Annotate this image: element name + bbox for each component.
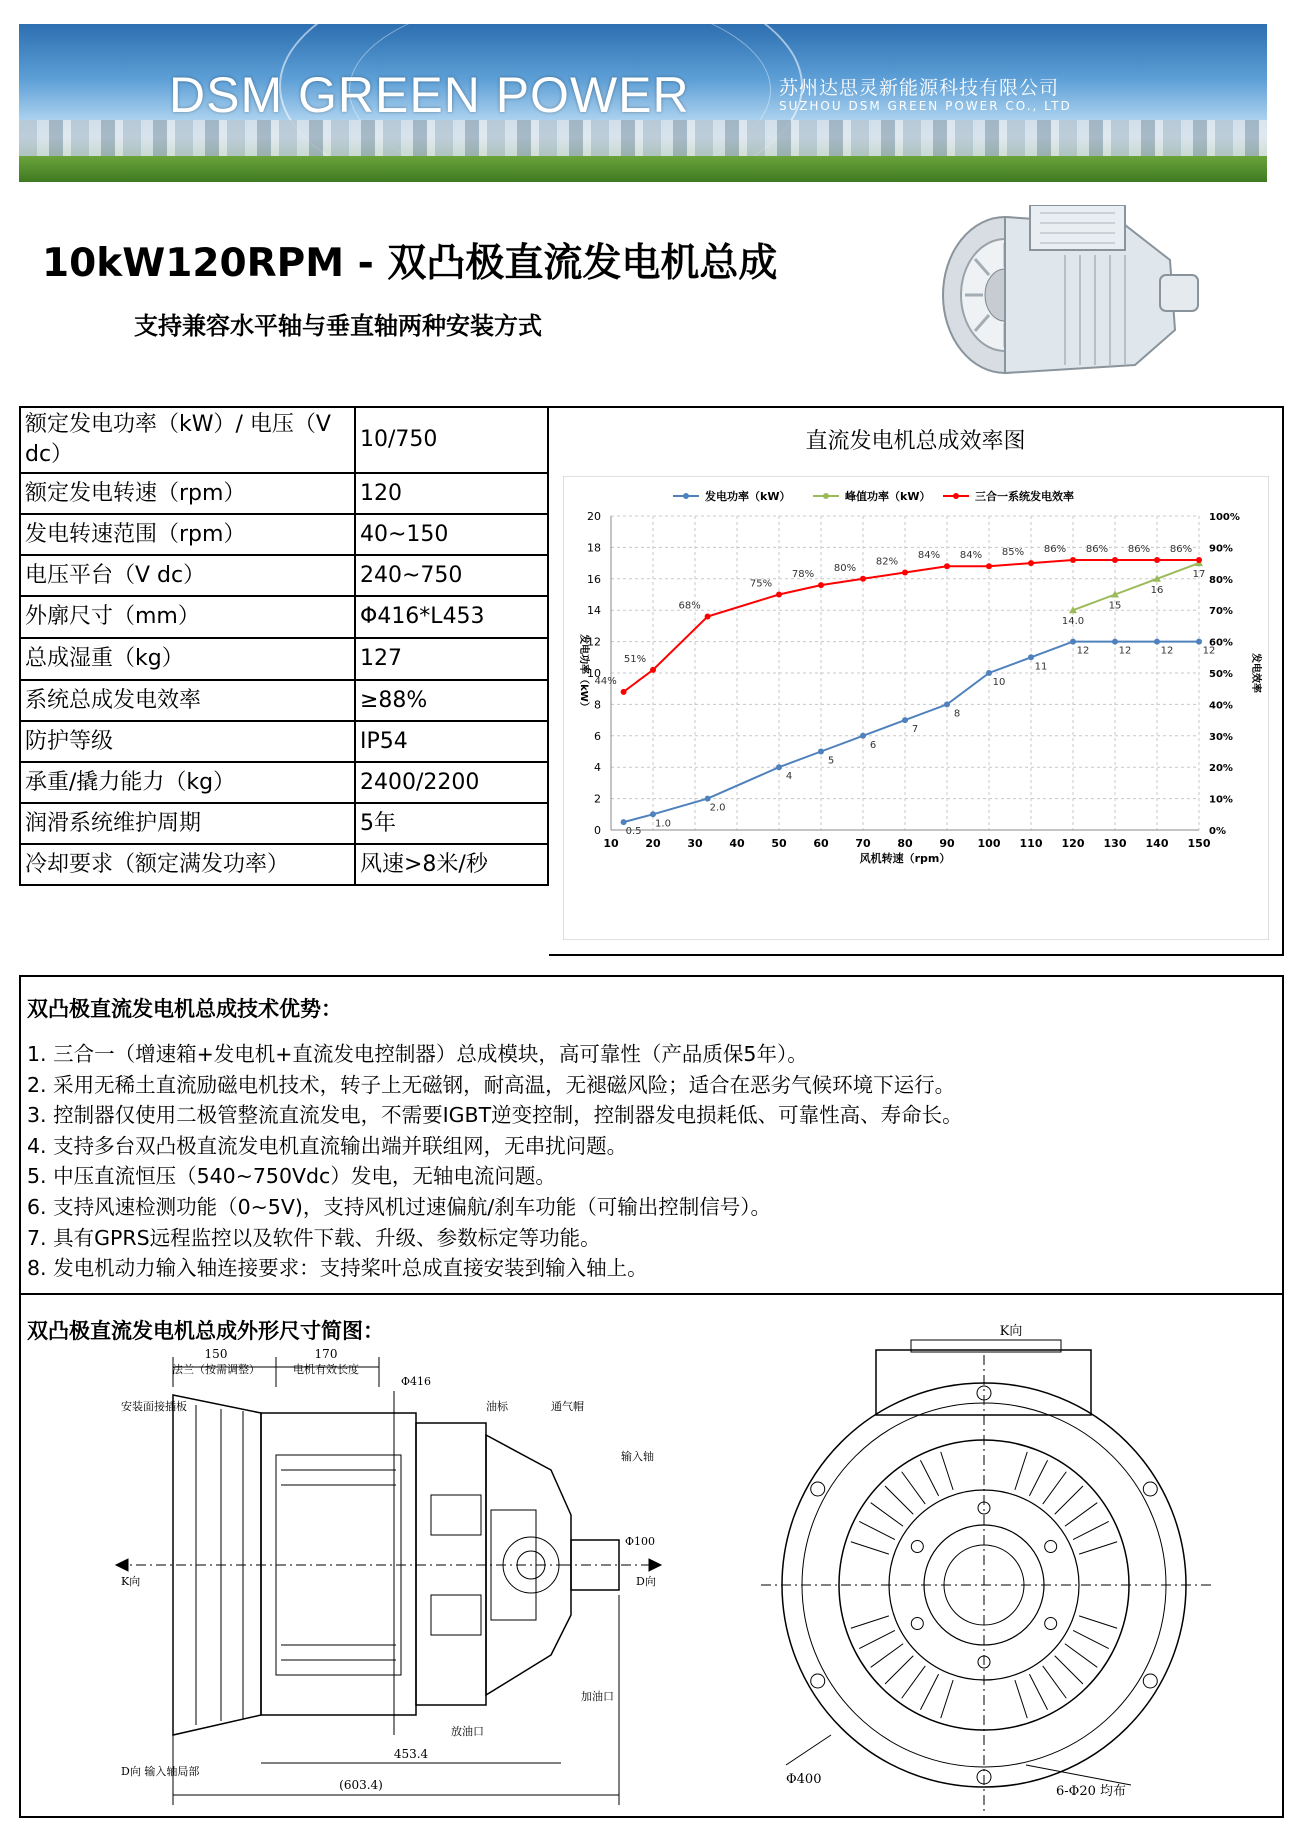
data-label: 7: [911, 724, 919, 736]
dim-453-4: 453.4: [393, 1747, 429, 1761]
oil-filler-label: 加油口: [581, 1690, 614, 1703]
spec-label: 冷却要求（额定满发功率）: [20, 844, 355, 885]
hub-bolt: [1045, 1618, 1057, 1630]
y2-tick-label: 10%: [1209, 794, 1233, 806]
data-point: [902, 570, 908, 576]
y-tick-label: 14: [587, 604, 601, 618]
cooling-fin: [1079, 1542, 1117, 1554]
x-tick-label: 110: [1019, 837, 1043, 850]
spec-value: Φ416*L453: [355, 596, 548, 638]
hub-bolt: [911, 1541, 923, 1553]
data-point: [1112, 639, 1118, 645]
advantages-list: [27, 1039, 963, 1284]
x-tick-label: 10: [603, 837, 619, 850]
y-tick-label: 10: [587, 667, 601, 680]
data-point: [621, 689, 627, 695]
dim-603-4: (603.4): [339, 1778, 383, 1792]
data-point: [818, 582, 824, 588]
cooling-fin: [871, 1644, 903, 1668]
data-label: 82%: [875, 556, 899, 568]
dim-phi100: Φ100: [625, 1535, 656, 1548]
data-point: [1196, 557, 1202, 563]
x-tick-label: 90: [939, 837, 955, 850]
hub-bolt: [911, 1618, 923, 1630]
data-label: 86%: [1127, 543, 1151, 555]
advantage-item: 4. 支持多台双凸极直流发电机直流输出端并联组网，无串扰问题。: [27, 1133, 628, 1158]
x-tick-label: 100: [977, 837, 1001, 850]
data-point: [860, 576, 866, 582]
efficiency-chart-panel: [549, 406, 1284, 956]
data-point: [944, 563, 950, 569]
data-point: [1070, 557, 1076, 563]
data-label: 8: [953, 708, 961, 720]
x-tick-label: 120: [1061, 837, 1085, 850]
dimension-drawing-section: [19, 1295, 1284, 1818]
cooling-fin: [1043, 1472, 1067, 1504]
cooling-fin: [851, 1542, 889, 1554]
cooling-fin: [920, 1674, 938, 1710]
advantages-title: 双凸极直流发电机总成技术优势：: [27, 997, 342, 1021]
dim-phi400: Φ400: [786, 1772, 822, 1787]
x-tick-label: 30: [687, 837, 703, 850]
data-label: 86%: [1085, 543, 1109, 555]
x-tick-label: 50: [771, 837, 787, 850]
data-point: [1154, 557, 1160, 563]
y-axis-label: 发电功率（kW）: [578, 634, 589, 712]
spec-row: [20, 680, 548, 721]
cooling-fin: [1055, 1486, 1083, 1514]
data-label: 10: [992, 677, 1006, 688]
data-label: 78%: [791, 569, 815, 581]
dimensions-title: 双凸极直流发电机总成外形尺寸简图：: [27, 1319, 384, 1343]
x-tick-label: 40: [729, 837, 745, 850]
spec-label: 总成湿重（kg）: [20, 638, 355, 680]
spec-label: 承重/撬力能力（kg）: [20, 762, 355, 803]
chart-title: 直流发电机总成效率图: [805, 429, 1026, 454]
cooling-fin: [859, 1630, 895, 1648]
company-name-cn: 苏州达思灵新能源科技有限公司: [779, 77, 1060, 99]
spec-value: 240~750: [355, 555, 548, 596]
vent-cap-label: 通气帽: [551, 1400, 584, 1413]
chart-frame: [563, 476, 1269, 940]
data-label: 14.0: [1061, 616, 1085, 628]
spec-label: 发电转速范围（rpm）: [20, 514, 355, 555]
data-label: 51%: [623, 653, 647, 665]
cooling-fin: [1073, 1630, 1109, 1648]
data-label: 4: [785, 771, 793, 783]
advantages-section: [19, 975, 1284, 1295]
spec-label: 额定发电功率（kW）/ 电压（V dc）: [20, 407, 355, 473]
y2-tick-label: 0%: [1209, 826, 1226, 837]
legend-label: 峰值功率（kW）: [845, 490, 931, 503]
advantage-item: 5. 中压直流恒压（540~750Vdc）发电，无轴电流问题。: [27, 1164, 556, 1189]
spec-row: [20, 555, 548, 596]
motor-length-label: 电机有效长度: [293, 1363, 359, 1376]
cooling-fin: [1065, 1644, 1097, 1668]
y2-tick-label: 100%: [1209, 512, 1240, 523]
front-view-drawing: [761, 1340, 1211, 1815]
data-point: [1112, 557, 1118, 563]
spec-value: 2400/2200: [355, 762, 548, 803]
dim-phi416: Φ416: [401, 1375, 432, 1388]
spec-row: [20, 407, 548, 473]
spec-row: [20, 721, 548, 762]
cooling-fin: [1055, 1656, 1083, 1684]
data-label: 16: [1150, 584, 1164, 596]
cooling-fin: [1065, 1503, 1097, 1527]
spec-label: 外廓尺寸（mm）: [20, 596, 355, 638]
y2-tick-label: 70%: [1209, 606, 1233, 618]
header-banner: [19, 24, 1267, 182]
y2-tick-label: 30%: [1209, 731, 1233, 743]
spec-row: [20, 473, 548, 514]
spec-value: 风速>8米/秒: [355, 844, 548, 885]
efficiency-chart: [563, 476, 1269, 940]
advantage-item: 1. 三合一（增速箱+发电机+直流发电控制器）总成模块，高可靠性（产品质保5年）。: [27, 1042, 808, 1066]
data-label: 80%: [833, 562, 857, 574]
data-label: 5: [827, 755, 835, 767]
d-direction-label: D向: [636, 1575, 656, 1588]
spec-value: 40~150: [355, 514, 548, 555]
k-view-label: K向: [999, 1324, 1023, 1339]
spec-value: IP54: [355, 721, 548, 762]
oil-drain-label: 放油口: [451, 1725, 484, 1738]
cooling-fin: [902, 1666, 926, 1698]
cooling-fin: [1029, 1460, 1047, 1496]
spec-label: 系统总成发电效率: [20, 680, 355, 721]
data-label: 68%: [678, 600, 701, 612]
y-tick-label: 0: [594, 824, 601, 837]
company-name-en: SUZHOU DSM GREEN POWER CO., LTD: [779, 99, 1072, 113]
data-point: [650, 667, 656, 673]
data-label: 84%: [917, 550, 941, 562]
data-point: [776, 592, 782, 598]
cooling-fin: [1043, 1666, 1067, 1698]
dim-170: 170: [314, 1347, 338, 1361]
cooling-fin: [941, 1680, 953, 1718]
k-direction-label: K向: [121, 1575, 141, 1588]
flange-label: 法兰（按需调整）: [172, 1363, 260, 1376]
oil-gauge-label: 油标: [486, 1400, 508, 1413]
dimension-drawing: [21, 1295, 1286, 1818]
cooling-fin: [1015, 1680, 1027, 1718]
spec-value: 127: [355, 638, 548, 680]
advantage-item: 7. 具有GPRS远程监控以及软件下载、升级、参数标定等功能。: [27, 1225, 601, 1250]
spec-row: [20, 803, 548, 844]
mount-face-label: 安装面接插板: [121, 1400, 187, 1413]
bolt-hole: [1143, 1674, 1157, 1688]
cooling-fin: [871, 1503, 903, 1527]
x-tick-label: 150: [1187, 837, 1211, 850]
y-tick-label: 8: [594, 698, 601, 712]
data-point: [902, 717, 908, 723]
y-tick-label: 2: [594, 792, 601, 806]
legend-marker: [823, 493, 829, 499]
legend-marker: [953, 493, 959, 499]
x-tick-label: 70: [855, 837, 871, 850]
cooling-fin: [851, 1616, 889, 1628]
data-label: 12: [1118, 645, 1132, 657]
y2-axis-label: 发电效率: [1250, 653, 1261, 693]
x-tick-label: 20: [645, 837, 661, 850]
data-point: [650, 811, 656, 817]
legend-label: 三合一系统发电效率: [975, 490, 1074, 503]
side-view-drawing: [116, 1357, 661, 1805]
cooling-fin: [1015, 1452, 1027, 1490]
bolt-holes-label: 6-Φ20 均布: [1056, 1784, 1126, 1799]
data-point: [705, 613, 711, 619]
dim-150: 150: [204, 1347, 228, 1361]
data-label: 0.5: [625, 826, 642, 838]
data-point: [1028, 560, 1034, 566]
advantage-item: 8. 发电机动力输入轴连接要求：支持桨叶总成直接安装到输入轴上。: [27, 1256, 648, 1281]
data-point: [621, 819, 627, 825]
spec-row: [20, 514, 548, 555]
advantage-item: 2. 采用无稀土直流励磁电机技术，转子上无磁钢，耐高温，无褪磁风险；适合在恶劣气候环境下运行。: [27, 1072, 956, 1097]
y-tick-label: 18: [587, 541, 601, 555]
data-point: [705, 796, 711, 802]
data-point: [1028, 654, 1034, 660]
data-point: [944, 701, 950, 707]
data-label: 86%: [1043, 543, 1067, 555]
spec-row: [20, 844, 548, 885]
data-label: 12: [1076, 645, 1090, 657]
data-label: 12: [1160, 645, 1174, 657]
data-label: 17: [1192, 569, 1206, 581]
data-point: [776, 764, 782, 770]
spec-label: 电压平台（V dc）: [20, 555, 355, 596]
spec-table: [19, 406, 549, 886]
banner-city-skyline: [19, 120, 1267, 160]
data-label: 12: [1202, 645, 1216, 657]
cooling-fin: [1079, 1616, 1117, 1628]
y-tick-label: 6: [594, 729, 601, 743]
cooling-fin: [885, 1486, 913, 1514]
y2-tick-label: 60%: [1209, 637, 1233, 649]
spec-value: 5年: [355, 803, 548, 844]
data-point: [860, 733, 866, 739]
data-label: 86%: [1169, 543, 1193, 555]
y2-tick-label: 50%: [1209, 669, 1233, 680]
hub-bolt: [1045, 1541, 1057, 1553]
cooling-fin: [941, 1452, 953, 1490]
data-label: 75%: [749, 578, 773, 590]
spec-value: 120: [355, 473, 548, 514]
spec-label: 防护等级: [20, 721, 355, 762]
brand-logo-text: DSM GREEN POWER: [169, 67, 690, 123]
cooling-fin: [885, 1656, 913, 1684]
y-tick-label: 16: [587, 572, 601, 586]
data-point: [1196, 639, 1202, 645]
generator-product-image: [935, 205, 1200, 380]
page-title: 10kW120RPM - 双凸极直流发电机总成: [42, 241, 778, 286]
data-label: 85%: [1001, 547, 1025, 559]
bolt-hole: [1143, 1482, 1157, 1496]
cooling-fin: [920, 1460, 938, 1496]
cooling-fin: [902, 1472, 926, 1504]
x-tick-label: 80: [897, 837, 913, 850]
y-tick-label: 20: [587, 510, 601, 523]
bolt-hole: [811, 1674, 825, 1688]
legend-label: 发电功率（kW）: [705, 490, 791, 503]
spec-label: 润滑系统维护周期: [20, 803, 355, 844]
spec-value: 10/750: [355, 407, 548, 473]
data-label: 1.0: [655, 818, 671, 830]
cooling-fin: [1073, 1521, 1109, 1539]
x-axis-label: 风机转速（rpm）: [859, 852, 951, 865]
cooling-fin: [859, 1521, 895, 1539]
cooling-fin: [1029, 1674, 1047, 1710]
data-label: 44%: [594, 675, 617, 687]
input-shaft-label: 输入轴: [621, 1450, 654, 1463]
data-label: 11: [1034, 661, 1048, 673]
data-label: 15: [1108, 600, 1122, 612]
advantage-item: 3. 控制器仅使用二极管整流直流发电，不需要IGBT逆变控制，控制器发电损耗低、可靠性高、寿命长。: [27, 1103, 963, 1128]
y-tick-label: 4: [594, 761, 601, 775]
data-point: [986, 563, 992, 569]
x-tick-label: 60: [813, 837, 829, 850]
y-tick-label: 12: [587, 635, 601, 649]
spec-row: [20, 596, 548, 638]
d-view-label: D向 输入轴局部: [121, 1765, 200, 1778]
spec-label: 额定发电转速（rpm）: [20, 473, 355, 514]
y2-tick-label: 90%: [1209, 543, 1233, 555]
spec-row: [20, 762, 548, 803]
spec-row: [20, 638, 548, 680]
y2-tick-label: 20%: [1209, 763, 1233, 775]
spec-value: ≥88%: [355, 680, 548, 721]
banner-grass: [19, 156, 1267, 182]
x-tick-label: 140: [1145, 837, 1169, 850]
data-label: 6: [869, 739, 877, 751]
bolt-hole: [811, 1482, 825, 1496]
legend-marker: [683, 493, 689, 499]
x-tick-label: 130: [1103, 837, 1127, 850]
page-subtitle: 支持兼容水平轴与垂直轴两种安装方式: [134, 312, 542, 340]
y2-tick-label: 80%: [1209, 574, 1233, 586]
data-point: [1154, 639, 1160, 645]
y2-tick-label: 40%: [1209, 700, 1233, 712]
data-point: [986, 670, 992, 676]
data-label: 2.0: [709, 802, 726, 814]
data-label: 84%: [959, 550, 983, 562]
data-point: [1070, 639, 1076, 645]
advantage-item: 6. 支持风速检测功能（0~5V)，支持风机过速偏航/刹车功能（可输出控制信号）。: [27, 1194, 772, 1219]
data-point: [818, 749, 824, 755]
